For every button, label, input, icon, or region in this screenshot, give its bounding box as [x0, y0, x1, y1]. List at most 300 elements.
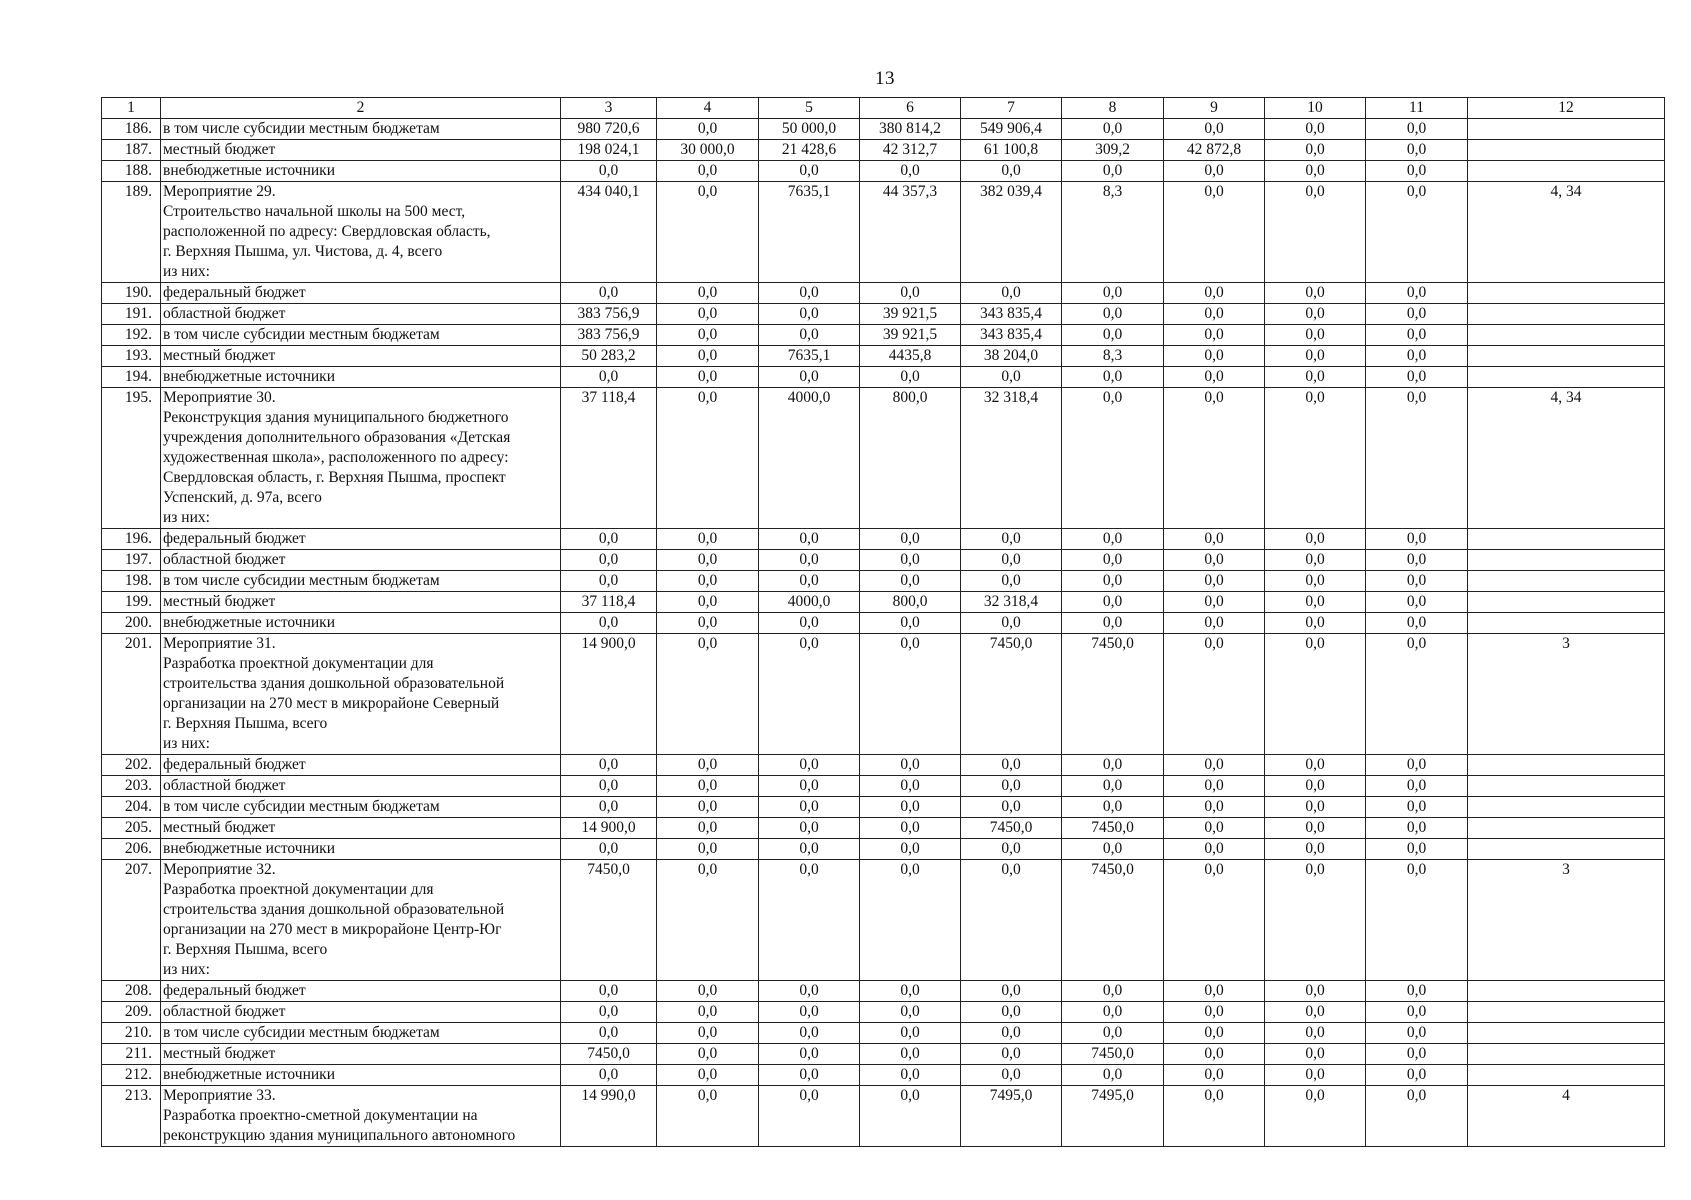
value-cell-col-7: 343 835,4	[961, 304, 1062, 325]
value-cell-col-6: 380 814,2	[860, 119, 961, 140]
row-name: областной бюджет	[161, 550, 561, 571]
value-cell-col-9: 0,0	[1164, 613, 1265, 634]
column-header-9: 9	[1164, 98, 1265, 119]
value-cell-col-7: 0,0	[961, 1065, 1062, 1086]
row-name: местный бюджет	[161, 592, 561, 613]
target-indicator-cell: 3	[1468, 860, 1665, 981]
value-cell-col-5: 0,0	[759, 634, 860, 755]
value-cell-col-5: 0,0	[759, 304, 860, 325]
row-number: 198.	[102, 571, 161, 592]
value-cell-col-8: 0,0	[1062, 797, 1164, 818]
table-header-row	[102, 98, 1665, 119]
row-number: 201.	[102, 634, 161, 755]
value-cell-col-5: 0,0	[759, 818, 860, 839]
value-cell-col-6: 0,0	[860, 613, 961, 634]
value-cell-col-11: 0,0	[1366, 529, 1468, 550]
value-cell-col-7: 0,0	[961, 860, 1062, 981]
value-cell-col-11: 0,0	[1366, 182, 1468, 283]
target-indicator-cell	[1468, 592, 1665, 613]
row-name: внебюджетные источники	[161, 161, 561, 182]
value-cell-col-7: 61 100,8	[961, 140, 1062, 161]
value-cell-col-10: 0,0	[1265, 592, 1366, 613]
row-name: областной бюджет	[161, 1002, 561, 1023]
row-number: 213.	[102, 1086, 161, 1147]
table-row	[102, 161, 1665, 182]
value-cell-col-7: 0,0	[961, 839, 1062, 860]
value-cell-col-10: 0,0	[1265, 550, 1366, 571]
value-cell-col-9: 0,0	[1164, 161, 1265, 182]
table-row	[102, 550, 1665, 571]
value-cell-col-3: 198 024,1	[561, 140, 657, 161]
value-cell-col-4: 0,0	[657, 367, 759, 388]
value-cell-col-6: 0,0	[860, 839, 961, 860]
value-cell-col-11: 0,0	[1366, 388, 1468, 529]
target-indicator-cell	[1468, 119, 1665, 140]
row-number: 211.	[102, 1044, 161, 1065]
value-cell-col-3: 0,0	[561, 571, 657, 592]
value-cell-col-4: 0,0	[657, 1002, 759, 1023]
value-cell-col-5: 0,0	[759, 1002, 860, 1023]
target-indicator-cell: 3	[1468, 634, 1665, 755]
value-cell-col-11: 0,0	[1366, 161, 1468, 182]
value-cell-col-7: 0,0	[961, 161, 1062, 182]
value-cell-col-4: 0,0	[657, 839, 759, 860]
value-cell-col-7: 382 039,4	[961, 182, 1062, 283]
budget-table	[101, 97, 1665, 1147]
table-row	[102, 182, 1665, 283]
value-cell-col-5: 0,0	[759, 860, 860, 981]
value-cell-col-9: 0,0	[1164, 776, 1265, 797]
row-name: Мероприятие 31. Разработка проектной документации для строительства здания дошкольной образовательной организации на 270 мест в микрорайоне Северный г. Верхняя Пышма, всего из них:	[161, 634, 561, 755]
value-cell-col-8: 0,0	[1062, 1002, 1164, 1023]
value-cell-col-4: 0,0	[657, 1065, 759, 1086]
row-name: областной бюджет	[161, 304, 561, 325]
value-cell-col-6: 0,0	[860, 755, 961, 776]
value-cell-col-6: 0,0	[860, 571, 961, 592]
column-header-6: 6	[860, 98, 961, 119]
value-cell-col-3: 383 756,9	[561, 304, 657, 325]
target-indicator-cell	[1468, 140, 1665, 161]
value-cell-col-9: 0,0	[1164, 388, 1265, 529]
value-cell-col-11: 0,0	[1366, 634, 1468, 755]
value-cell-col-4: 0,0	[657, 1044, 759, 1065]
value-cell-col-3: 0,0	[561, 1002, 657, 1023]
value-cell-col-10: 0,0	[1265, 839, 1366, 860]
row-number: 192.	[102, 325, 161, 346]
value-cell-col-11: 0,0	[1366, 140, 1468, 161]
value-cell-col-5: 0,0	[759, 797, 860, 818]
value-cell-col-9: 0,0	[1164, 550, 1265, 571]
value-cell-col-6: 0,0	[860, 860, 961, 981]
row-name: федеральный бюджет	[161, 755, 561, 776]
value-cell-col-10: 0,0	[1265, 140, 1366, 161]
value-cell-col-7: 0,0	[961, 529, 1062, 550]
value-cell-col-8: 0,0	[1062, 839, 1164, 860]
table-row	[102, 119, 1665, 140]
value-cell-col-8: 0,0	[1062, 119, 1164, 140]
value-cell-col-4: 0,0	[657, 613, 759, 634]
value-cell-col-10: 0,0	[1265, 1065, 1366, 1086]
target-indicator-cell	[1468, 613, 1665, 634]
value-cell-col-6: 42 312,7	[860, 140, 961, 161]
value-cell-col-6: 0,0	[860, 818, 961, 839]
value-cell-col-11: 0,0	[1366, 283, 1468, 304]
value-cell-col-5: 4000,0	[759, 388, 860, 529]
value-cell-col-7: 0,0	[961, 1002, 1062, 1023]
value-cell-col-5: 0,0	[759, 776, 860, 797]
value-cell-col-5: 0,0	[759, 981, 860, 1002]
target-indicator-cell	[1468, 1002, 1665, 1023]
row-name: в том числе субсидии местным бюджетам	[161, 1023, 561, 1044]
row-number: 197.	[102, 550, 161, 571]
target-indicator-cell	[1468, 325, 1665, 346]
table-row	[102, 839, 1665, 860]
value-cell-col-3: 0,0	[561, 755, 657, 776]
value-cell-col-5: 0,0	[759, 571, 860, 592]
value-cell-col-4: 0,0	[657, 592, 759, 613]
value-cell-col-5: 0,0	[759, 550, 860, 571]
value-cell-col-8: 0,0	[1062, 755, 1164, 776]
value-cell-col-5: 0,0	[759, 1044, 860, 1065]
value-cell-col-9: 0,0	[1164, 1044, 1265, 1065]
value-cell-col-6: 39 921,5	[860, 304, 961, 325]
column-header-4: 4	[657, 98, 759, 119]
row-number: 206.	[102, 839, 161, 860]
value-cell-col-7: 0,0	[961, 550, 1062, 571]
value-cell-col-4: 0,0	[657, 182, 759, 283]
table-row	[102, 1023, 1665, 1044]
value-cell-col-8: 0,0	[1062, 529, 1164, 550]
value-cell-col-4: 0,0	[657, 283, 759, 304]
row-number: 203.	[102, 776, 161, 797]
row-number: 207.	[102, 860, 161, 981]
value-cell-col-6: 4435,8	[860, 346, 961, 367]
value-cell-col-8: 0,0	[1062, 776, 1164, 797]
value-cell-col-9: 0,0	[1164, 1002, 1265, 1023]
value-cell-col-9: 0,0	[1164, 592, 1265, 613]
value-cell-col-4: 0,0	[657, 571, 759, 592]
row-name: местный бюджет	[161, 1044, 561, 1065]
value-cell-col-11: 0,0	[1366, 1023, 1468, 1044]
value-cell-col-3: 50 283,2	[561, 346, 657, 367]
value-cell-col-9: 0,0	[1164, 346, 1265, 367]
value-cell-col-8: 7450,0	[1062, 860, 1164, 981]
row-name: федеральный бюджет	[161, 981, 561, 1002]
value-cell-col-10: 0,0	[1265, 119, 1366, 140]
column-header-3: 3	[561, 98, 657, 119]
value-cell-col-3: 0,0	[561, 613, 657, 634]
value-cell-col-9: 0,0	[1164, 860, 1265, 981]
row-number: 194.	[102, 367, 161, 388]
value-cell-col-9: 0,0	[1164, 797, 1265, 818]
value-cell-col-5: 21 428,6	[759, 140, 860, 161]
value-cell-col-8: 0,0	[1062, 981, 1164, 1002]
value-cell-col-6: 0,0	[860, 367, 961, 388]
row-number: 196.	[102, 529, 161, 550]
row-number: 205.	[102, 818, 161, 839]
target-indicator-cell: 4, 34	[1468, 182, 1665, 283]
value-cell-col-9: 0,0	[1164, 1086, 1265, 1147]
value-cell-col-6: 0,0	[860, 776, 961, 797]
value-cell-col-8: 7450,0	[1062, 634, 1164, 755]
value-cell-col-6: 0,0	[860, 529, 961, 550]
row-name: внебюджетные источники	[161, 1065, 561, 1086]
value-cell-col-6: 39 921,5	[860, 325, 961, 346]
row-number: 188.	[102, 161, 161, 182]
column-header-5: 5	[759, 98, 860, 119]
value-cell-col-9: 0,0	[1164, 182, 1265, 283]
value-cell-col-10: 0,0	[1265, 346, 1366, 367]
target-indicator-cell	[1468, 161, 1665, 182]
value-cell-col-3: 0,0	[561, 981, 657, 1002]
value-cell-col-10: 0,0	[1265, 797, 1366, 818]
value-cell-col-4: 0,0	[657, 634, 759, 755]
table-row	[102, 797, 1665, 818]
value-cell-col-10: 0,0	[1265, 304, 1366, 325]
value-cell-col-4: 0,0	[657, 346, 759, 367]
value-cell-col-10: 0,0	[1265, 634, 1366, 755]
value-cell-col-3: 14 990,0	[561, 1086, 657, 1147]
row-number: 189.	[102, 182, 161, 283]
table-row	[102, 367, 1665, 388]
row-number: 200.	[102, 613, 161, 634]
table-row	[102, 592, 1665, 613]
value-cell-col-8: 0,0	[1062, 1065, 1164, 1086]
value-cell-col-11: 0,0	[1366, 367, 1468, 388]
value-cell-col-3: 0,0	[561, 529, 657, 550]
value-cell-col-6: 0,0	[860, 1002, 961, 1023]
value-cell-col-11: 0,0	[1366, 755, 1468, 776]
page-number: 13	[875, 68, 895, 89]
value-cell-col-8: 0,0	[1062, 592, 1164, 613]
value-cell-col-11: 0,0	[1366, 1044, 1468, 1065]
column-header-2: 2	[161, 98, 561, 119]
value-cell-col-5: 0,0	[759, 1086, 860, 1147]
value-cell-col-8: 309,2	[1062, 140, 1164, 161]
row-number: 186.	[102, 119, 161, 140]
value-cell-col-7: 343 835,4	[961, 325, 1062, 346]
row-number: 195.	[102, 388, 161, 529]
column-header-10: 10	[1265, 98, 1366, 119]
target-indicator-cell: 4, 34	[1468, 388, 1665, 529]
value-cell-col-10: 0,0	[1265, 529, 1366, 550]
table-row	[102, 981, 1665, 1002]
target-indicator-cell	[1468, 981, 1665, 1002]
table-row	[102, 283, 1665, 304]
value-cell-col-4: 0,0	[657, 388, 759, 529]
value-cell-col-3: 37 118,4	[561, 388, 657, 529]
value-cell-col-7: 7495,0	[961, 1086, 1062, 1147]
value-cell-col-11: 0,0	[1366, 304, 1468, 325]
value-cell-col-4: 0,0	[657, 860, 759, 981]
value-cell-col-8: 0,0	[1062, 388, 1164, 529]
value-cell-col-4: 0,0	[657, 797, 759, 818]
row-name: областной бюджет	[161, 776, 561, 797]
row-number: 204.	[102, 797, 161, 818]
value-cell-col-3: 0,0	[561, 797, 657, 818]
value-cell-col-10: 0,0	[1265, 283, 1366, 304]
table-row	[102, 529, 1665, 550]
value-cell-col-11: 0,0	[1366, 550, 1468, 571]
value-cell-col-7: 32 318,4	[961, 592, 1062, 613]
value-cell-col-3: 7450,0	[561, 1044, 657, 1065]
value-cell-col-5: 0,0	[759, 613, 860, 634]
column-header-11: 11	[1366, 98, 1468, 119]
value-cell-col-11: 0,0	[1366, 346, 1468, 367]
value-cell-col-9: 42 872,8	[1164, 140, 1265, 161]
row-number: 187.	[102, 140, 161, 161]
row-name: Мероприятие 32. Разработка проектной документации для строительства здания дошкольной образовательной организации на 270 мест в микрорайоне Центр-Юг г. Верхняя Пышма, всего из них:	[161, 860, 561, 981]
row-name: внебюджетные источники	[161, 367, 561, 388]
value-cell-col-6: 0,0	[860, 1065, 961, 1086]
row-name: Мероприятие 33. Разработка проектно-сметной документации на реконструкцию здания муниципального автономного	[161, 1086, 561, 1147]
table-row	[102, 818, 1665, 839]
table-row	[102, 325, 1665, 346]
value-cell-col-8: 0,0	[1062, 283, 1164, 304]
value-cell-col-6: 0,0	[860, 161, 961, 182]
value-cell-col-8: 0,0	[1062, 550, 1164, 571]
value-cell-col-3: 0,0	[561, 550, 657, 571]
table-row	[102, 613, 1665, 634]
value-cell-col-7: 7450,0	[961, 818, 1062, 839]
value-cell-col-10: 0,0	[1265, 1023, 1366, 1044]
value-cell-col-6: 0,0	[860, 1023, 961, 1044]
row-number: 209.	[102, 1002, 161, 1023]
value-cell-col-3: 434 040,1	[561, 182, 657, 283]
value-cell-col-5: 0,0	[759, 161, 860, 182]
value-cell-col-4: 0,0	[657, 529, 759, 550]
table-row	[102, 1086, 1665, 1147]
value-cell-col-10: 0,0	[1265, 388, 1366, 529]
target-indicator-cell	[1468, 346, 1665, 367]
table-row	[102, 1002, 1665, 1023]
value-cell-col-5: 7635,1	[759, 346, 860, 367]
target-indicator-cell	[1468, 367, 1665, 388]
value-cell-col-7: 38 204,0	[961, 346, 1062, 367]
value-cell-col-3: 14 900,0	[561, 634, 657, 755]
value-cell-col-5: 0,0	[759, 1065, 860, 1086]
row-number: 190.	[102, 283, 161, 304]
value-cell-col-9: 0,0	[1164, 1023, 1265, 1044]
target-indicator-cell	[1468, 818, 1665, 839]
target-indicator-cell	[1468, 755, 1665, 776]
value-cell-col-9: 0,0	[1164, 1065, 1265, 1086]
value-cell-col-3: 0,0	[561, 367, 657, 388]
row-name: в том числе субсидии местным бюджетам	[161, 571, 561, 592]
value-cell-col-3: 14 900,0	[561, 818, 657, 839]
value-cell-col-4: 0,0	[657, 755, 759, 776]
table-row	[102, 1044, 1665, 1065]
value-cell-col-7: 0,0	[961, 1023, 1062, 1044]
table-row	[102, 755, 1665, 776]
value-cell-col-10: 0,0	[1265, 613, 1366, 634]
value-cell-col-7: 549 906,4	[961, 119, 1062, 140]
row-number: 212.	[102, 1065, 161, 1086]
value-cell-col-3: 0,0	[561, 283, 657, 304]
value-cell-col-9: 0,0	[1164, 755, 1265, 776]
value-cell-col-9: 0,0	[1164, 571, 1265, 592]
value-cell-col-8: 8,3	[1062, 346, 1164, 367]
row-number: 191.	[102, 304, 161, 325]
value-cell-col-10: 0,0	[1265, 755, 1366, 776]
value-cell-col-4: 30 000,0	[657, 140, 759, 161]
value-cell-col-11: 0,0	[1366, 818, 1468, 839]
value-cell-col-5: 0,0	[759, 367, 860, 388]
value-cell-col-4: 0,0	[657, 981, 759, 1002]
table-row	[102, 571, 1665, 592]
value-cell-col-4: 0,0	[657, 119, 759, 140]
value-cell-col-7: 0,0	[961, 1044, 1062, 1065]
column-header-8: 8	[1062, 98, 1164, 119]
value-cell-col-8: 7450,0	[1062, 818, 1164, 839]
value-cell-col-6: 0,0	[860, 283, 961, 304]
value-cell-col-10: 0,0	[1265, 1086, 1366, 1147]
value-cell-col-5: 0,0	[759, 325, 860, 346]
value-cell-col-8: 0,0	[1062, 367, 1164, 388]
table-row	[102, 776, 1665, 797]
value-cell-col-6: 0,0	[860, 981, 961, 1002]
value-cell-col-9: 0,0	[1164, 529, 1265, 550]
row-number: 193.	[102, 346, 161, 367]
target-indicator-cell	[1468, 1065, 1665, 1086]
row-name: местный бюджет	[161, 346, 561, 367]
value-cell-col-11: 0,0	[1366, 860, 1468, 981]
value-cell-col-7: 0,0	[961, 613, 1062, 634]
value-cell-col-7: 0,0	[961, 367, 1062, 388]
target-indicator-cell	[1468, 571, 1665, 592]
value-cell-col-11: 0,0	[1366, 839, 1468, 860]
value-cell-col-11: 0,0	[1366, 1086, 1468, 1147]
value-cell-col-9: 0,0	[1164, 304, 1265, 325]
row-number: 210.	[102, 1023, 161, 1044]
value-cell-col-8: 0,0	[1062, 571, 1164, 592]
target-indicator-cell	[1468, 283, 1665, 304]
value-cell-col-10: 0,0	[1265, 981, 1366, 1002]
value-cell-col-4: 0,0	[657, 304, 759, 325]
value-cell-col-8: 0,0	[1062, 304, 1164, 325]
value-cell-col-10: 0,0	[1265, 182, 1366, 283]
value-cell-col-4: 0,0	[657, 1086, 759, 1147]
value-cell-col-10: 0,0	[1265, 325, 1366, 346]
value-cell-col-7: 0,0	[961, 283, 1062, 304]
value-cell-col-3: 383 756,9	[561, 325, 657, 346]
value-cell-col-3: 0,0	[561, 839, 657, 860]
table-row	[102, 1065, 1665, 1086]
value-cell-col-6: 0,0	[860, 1044, 961, 1065]
column-header-12: 12	[1468, 98, 1665, 119]
value-cell-col-10: 0,0	[1265, 571, 1366, 592]
value-cell-col-4: 0,0	[657, 325, 759, 346]
value-cell-col-8: 0,0	[1062, 161, 1164, 182]
value-cell-col-3: 0,0	[561, 1023, 657, 1044]
row-number: 202.	[102, 755, 161, 776]
value-cell-col-8: 7450,0	[1062, 1044, 1164, 1065]
target-indicator-cell	[1468, 550, 1665, 571]
value-cell-col-4: 0,0	[657, 1023, 759, 1044]
target-indicator-cell	[1468, 1044, 1665, 1065]
row-number: 208.	[102, 981, 161, 1002]
value-cell-col-4: 0,0	[657, 161, 759, 182]
value-cell-col-5: 50 000,0	[759, 119, 860, 140]
table-row	[102, 346, 1665, 367]
value-cell-col-10: 0,0	[1265, 776, 1366, 797]
value-cell-col-11: 0,0	[1366, 1065, 1468, 1086]
value-cell-col-8: 8,3	[1062, 182, 1164, 283]
value-cell-col-11: 0,0	[1366, 1002, 1468, 1023]
value-cell-col-10: 0,0	[1265, 161, 1366, 182]
value-cell-col-6: 0,0	[860, 1086, 961, 1147]
value-cell-col-11: 0,0	[1366, 797, 1468, 818]
